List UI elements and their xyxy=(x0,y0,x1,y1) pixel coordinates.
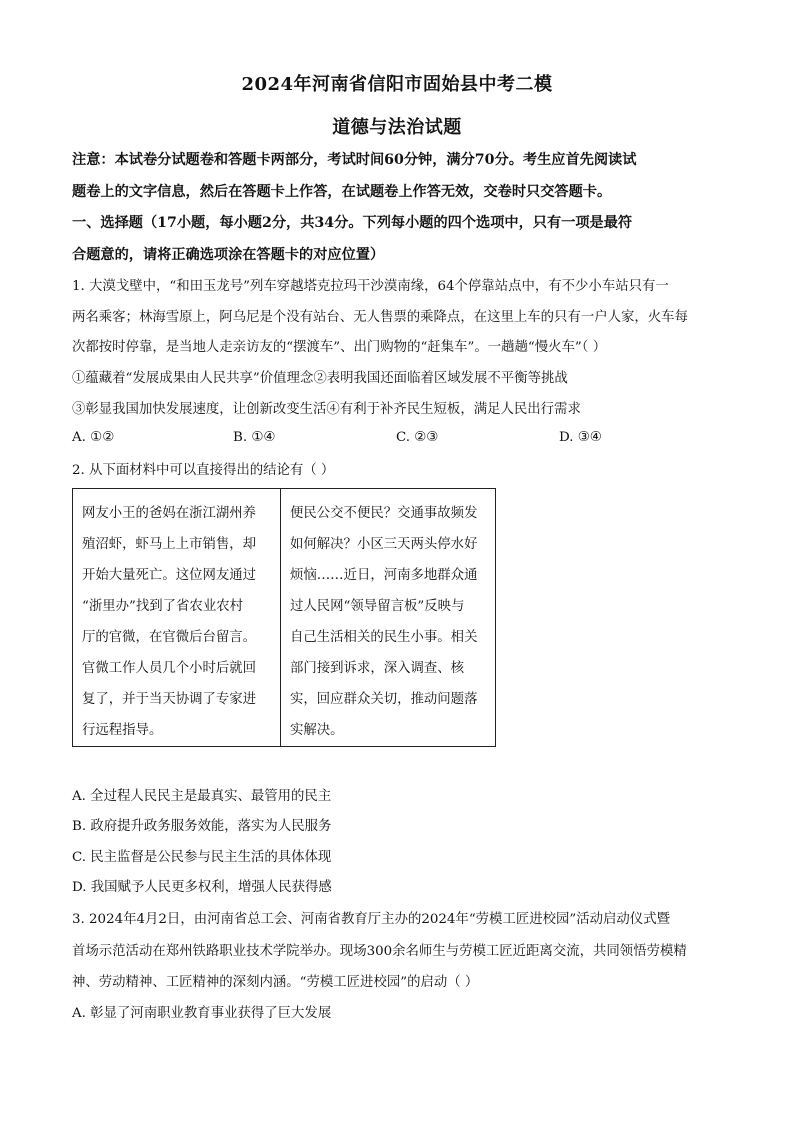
material-right-line: 便民公交不便民？交通事故频发 xyxy=(290,506,478,521)
table-divider xyxy=(280,489,281,746)
material-left-line: 开始大量死亡。这位网友通过 xyxy=(82,568,257,583)
material-left-line: “浙里办”找到了省农业农村 xyxy=(82,599,243,614)
q1-stem-line: 次都按时停靠，是当地人走亲访友的“摆渡车”、出门购物的“赶集车”。一趟趟“慢火车”（ ） xyxy=(72,340,607,355)
q1-option-c: C. ②③ xyxy=(396,430,439,445)
q2-stem: 2. 从下面材料中可以直接得出的结论有（ ） xyxy=(72,463,335,478)
q2-option-a: A. 全过程人民民主是最真实、最管用的民主 xyxy=(72,789,332,804)
material-left xyxy=(82,498,256,746)
material-right-line: 实，回应群众关切，推动问题落 xyxy=(290,692,478,707)
q2-option-b: B. 政府提升政务服务效能，落实为人民服务 xyxy=(72,819,332,834)
q1-option-d: D. ③④ xyxy=(559,430,602,445)
section-heading-line: 合题意的，请将正确选项涂在答题卡的对应位置） xyxy=(72,247,385,263)
q3-stem-line: 神、劳动精神、工匠精神的深刻内涵。“劳模工匠进校园”的启动（ ） xyxy=(72,975,479,990)
section-heading-line: 一、选择题（17小题，每小题2分，共34分。下列每小题的四个选项中，只有一项是最符 xyxy=(72,215,633,231)
material-left-line: 殖沼虾，虾马上上市销售，却 xyxy=(82,537,257,552)
q1-stem-line: 两名乘客；林海雪原上，阿乌尼是个没有站台、无人售票的乘降点，在这里上车的只有一户人家，火车每 xyxy=(72,310,688,325)
material-left-line: 复了，并于当天协调了专家进 xyxy=(82,692,257,707)
material-left-line: 厅的官微，在官微后台留言。 xyxy=(82,630,257,645)
notice-line: 注意：本试卷分试题卷和答题卡两部分，考试时间60分钟，满分70分。考生应首先阅读试 xyxy=(72,152,637,168)
q1-option-a: A. ①② xyxy=(72,430,115,445)
material-right-line: 自己生活相关的民生小事。相关 xyxy=(290,630,478,645)
q2-option-d: D. 我国赋予人民更多权利，增强人民获得感 xyxy=(72,880,332,895)
material-right xyxy=(290,498,477,746)
material-right-line: 部门接到诉求，深入调查、核 xyxy=(290,661,465,676)
material-left-line: 官微工作人员几个小时后就回 xyxy=(82,661,257,676)
q3-stem-line: 3. 2024年4月2日，由河南省总工会、河南省教育厅主办的2024年“劳模工匠进校园”活动启动仪式暨 xyxy=(72,912,670,927)
notice-line: 题卷上的文字信息，然后在答题卡上作答，在试题卷上作答无效，交卷时只交答题卡。 xyxy=(72,184,612,200)
material-right-line: 实解决。 xyxy=(290,723,344,738)
q1-statement-line: ③彰显我国加快发展速度，让创新改变生活④有利于补齐民生短板，满足人民出行需求 xyxy=(72,402,581,417)
material-right-line: 过人民网“领导留言板”反映与 xyxy=(290,599,465,614)
q2-material-table xyxy=(72,488,496,747)
q1-statement-line: ①蕴藏着“发展成果由人民共享”价值理念②表明我国还面临着区域发展不平衡等挑战 xyxy=(72,371,568,386)
q2-option-c: C. 民主监督是公民参与民主生活的具体体现 xyxy=(72,850,332,865)
material-left-line: 行远程指导。 xyxy=(82,723,163,738)
q3-stem-line: 首场示范活动在郑州铁路职业技术学院举办。现场300余名师生与劳模工匠近距离交流，共同领悟劳模精 xyxy=(72,944,687,959)
q3-option-a: A. 彰显了河南职业教育事业获得了巨大发展 xyxy=(72,1006,332,1021)
q1-option-b: B. ①④ xyxy=(233,430,276,445)
material-right-line: 如何解决？小区三天两头停水好 xyxy=(290,537,478,552)
material-right-line: 烦恼……近日，河南多地群众通 xyxy=(290,568,478,583)
q1-stem-line: 1. 大漠戈壁中，“和田玉龙号”列车穿越塔克拉玛干沙漠南缘，64个停靠站点中，有不少小车站只有一 xyxy=(72,279,669,294)
material-left-line: 网友小王的爸妈在浙江湖州养 xyxy=(82,506,257,521)
exam-title: 2024年河南省信阳市固始县中考二模 xyxy=(241,74,553,95)
exam-subtitle: 道德与法治试题 xyxy=(332,117,462,138)
